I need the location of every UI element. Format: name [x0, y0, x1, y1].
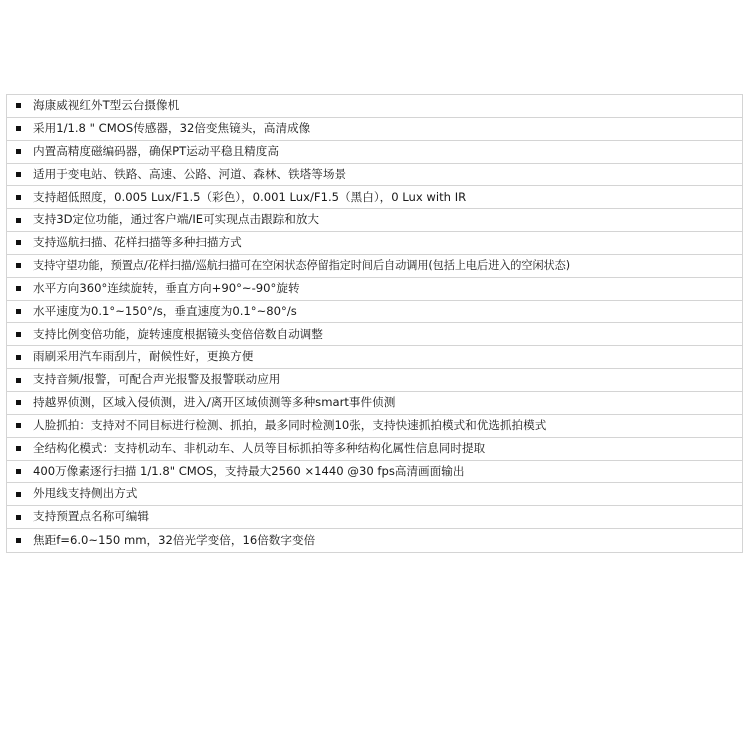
list-item-text: 支持比例变倍功能，旋转速度根据镜头变倍倍数自动调整	[33, 326, 323, 341]
bullet-icon	[16, 446, 21, 451]
bullet-icon	[16, 103, 21, 108]
list-item	[7, 529, 742, 552]
list-item	[7, 483, 742, 506]
list-item-text: 支持预置点名称可编辑	[33, 509, 149, 524]
feature-list	[6, 94, 743, 553]
list-item-text: 支持守望功能，预置点/花样扫描/巡航扫描可在空闲状态停留指定时间后自动调用(包括上电后进入的空闲状态)	[33, 259, 570, 273]
bullet-icon	[16, 400, 21, 405]
bullet-icon	[16, 492, 21, 497]
list-item	[7, 95, 742, 118]
list-item	[7, 186, 742, 209]
list-item-text: 焦距f=6.0~150 mm，32倍光学变倍，16倍数字变倍	[33, 532, 316, 547]
bullet-icon	[16, 126, 21, 131]
list-item-text: 支持3D定位功能，通过客户端/IE可实现点击跟踪和放大	[33, 212, 320, 227]
bullet-icon	[16, 218, 21, 223]
list-item-text: 海康威视红外T型云台摄像机	[33, 98, 180, 113]
list-item	[7, 209, 742, 232]
bullet-icon	[16, 378, 21, 383]
bullet-icon	[16, 172, 21, 177]
list-item-text: 支持巡航扫描、花样扫描等多种扫描方式	[33, 235, 242, 250]
list-item	[7, 392, 742, 415]
list-item	[7, 141, 742, 164]
list-item	[7, 461, 742, 484]
list-item	[7, 278, 742, 301]
list-item	[7, 301, 742, 324]
list-item	[7, 346, 742, 369]
list-item-text: 人脸抓拍：支持对不同目标进行检测、抓拍，最多同时检测10张，支持快速抓拍模式和优选抓拍模式	[33, 417, 547, 432]
bullet-icon	[16, 309, 21, 314]
bullet-icon	[16, 149, 21, 154]
bullet-icon	[16, 469, 21, 474]
list-item-text: 400万像素逐行扫描 1/1.8" CMOS，支持最大2560 ×1440 @30 fps高清画面输出	[33, 463, 465, 478]
list-item-text: 持越界侦测，区域入侵侦测，进入/离开区域侦测等多种smart事件侦测	[33, 395, 396, 410]
list-item-text: 支持超低照度，0.005 Lux/F1.5（彩色），0.001 Lux/F1.5（黑白），0 Lux with IR	[33, 189, 467, 204]
list-item-text: 外甩线支持侧出方式	[33, 486, 138, 501]
list-item-text: 适用于变电站、铁路、高速、公路、河道、森林、铁塔等场景	[33, 166, 347, 181]
list-item-text: 采用1/1.8 " CMOS传感器，32倍变焦镜头，高清成像	[33, 120, 311, 135]
list-item-text: 雨刷采用汽车雨刮片，耐候性好，更换方便	[33, 349, 254, 364]
list-item-text: 水平方向360°连续旋转，垂直方向+90°~-90°旋转	[33, 280, 300, 295]
list-item-text: 水平速度为0.1°~150°/s，垂直速度为0.1°~80°/s	[33, 303, 297, 318]
list-item	[7, 118, 742, 141]
list-item	[7, 438, 742, 461]
list-item-text: 内置高精度磁编码器，确保PT运动平稳且精度高	[33, 143, 279, 158]
list-item-text: 全结构化模式：支持机动车、非机动车、人员等目标抓拍等多种结构化属性信息同时提取	[33, 440, 486, 455]
list-item	[7, 164, 742, 187]
list-item	[7, 255, 742, 278]
list-item	[7, 506, 742, 529]
bullet-icon	[16, 263, 21, 268]
list-item-text: 支持音频/报警，可配合声光报警及报警联动应用	[33, 372, 281, 387]
list-item	[7, 232, 742, 255]
list-item	[7, 369, 742, 392]
bullet-icon	[16, 240, 21, 245]
list-item	[7, 415, 742, 438]
bullet-icon	[16, 286, 21, 291]
list-item	[7, 323, 742, 346]
bullet-icon	[16, 332, 21, 337]
bullet-icon	[16, 423, 21, 428]
bullet-icon	[16, 195, 21, 200]
bullet-icon	[16, 515, 21, 520]
bullet-icon	[16, 538, 21, 543]
bullet-icon	[16, 355, 21, 360]
